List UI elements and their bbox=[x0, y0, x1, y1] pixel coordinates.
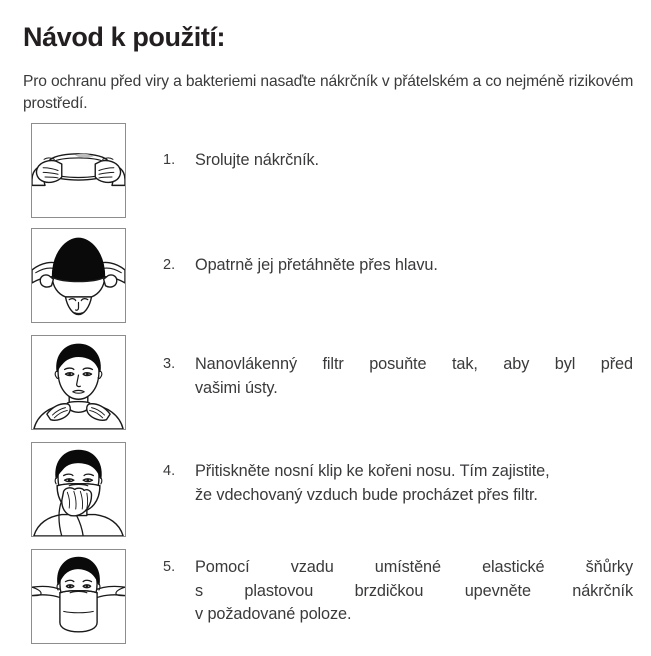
step-text: Srolujte nákrčník. bbox=[195, 151, 319, 169]
step-1-illustration bbox=[31, 123, 126, 218]
step-text bbox=[195, 556, 633, 627]
step-3-line-1: Nanovlákenný filtr posuňte tak, aby byl před bbox=[195, 355, 633, 373]
step-2-body bbox=[163, 254, 633, 278]
step-number: 4. bbox=[163, 463, 176, 479]
step-4-illustration bbox=[31, 442, 126, 537]
step-number: 2. bbox=[163, 257, 176, 273]
step-5-line-1: Pomocí vzadu umístěné elastické šňůrky bbox=[195, 558, 633, 576]
step-4-body bbox=[163, 460, 633, 507]
step-4-line-2: že vdechovaný vzduch bude procházet přes filtr. bbox=[195, 485, 538, 504]
step-3-body bbox=[163, 353, 633, 400]
step-number: 3. bbox=[163, 356, 176, 372]
step-item bbox=[0, 335, 651, 442]
step-3-illustration bbox=[31, 335, 126, 430]
intro-paragraph: Pro ochranu před viry a bakteriemi nasaďte nákrčník v přátelském a co nejméně rizikovém prostředí. bbox=[23, 72, 634, 112]
page-title: Návod k použití: bbox=[23, 22, 226, 53]
step-5-body bbox=[163, 556, 633, 627]
step-number: 1. bbox=[163, 152, 176, 168]
step-item bbox=[0, 549, 651, 656]
step-4-line-1: Přitiskněte nosní klip ke kořeni nosu. Tím zajistite, bbox=[195, 462, 550, 480]
step-item bbox=[0, 123, 651, 228]
step-5-line-3: v požadované poloze. bbox=[195, 605, 352, 623]
step-number: 5. bbox=[163, 559, 176, 575]
step-5-illustration bbox=[31, 549, 126, 644]
step-text: Opatrně jej přetáhněte přes hlavu. bbox=[195, 256, 438, 274]
step-text bbox=[195, 460, 633, 507]
step-3-line-2: vašimi ústy. bbox=[195, 378, 278, 397]
step-item bbox=[0, 442, 651, 549]
step-text bbox=[195, 353, 633, 400]
steps-list bbox=[0, 123, 651, 656]
step-2-illustration bbox=[31, 228, 126, 323]
step-1-body bbox=[163, 149, 633, 173]
step-item bbox=[0, 228, 651, 335]
step-5-line-2: s plastovou brzdičkou upevněte nákrčník bbox=[195, 581, 633, 600]
